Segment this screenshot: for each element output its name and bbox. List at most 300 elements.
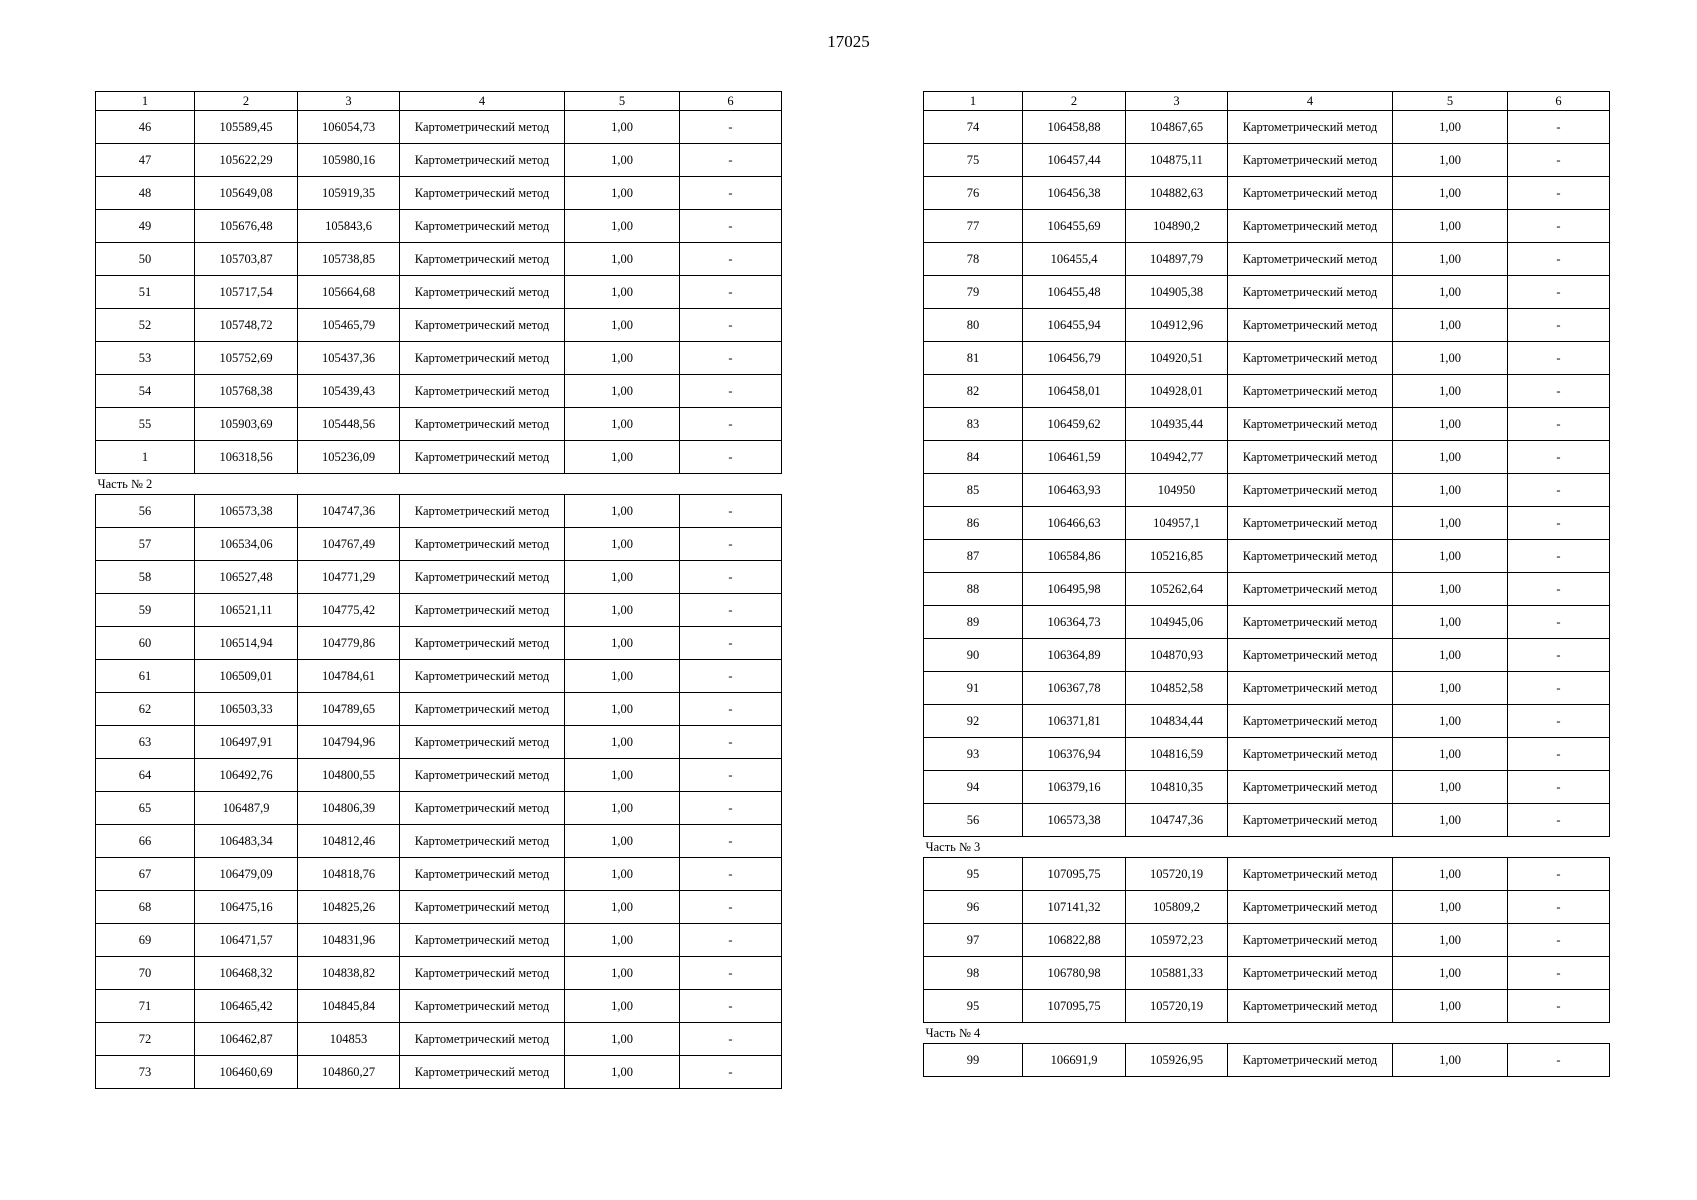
table-cell: 63 (96, 726, 195, 759)
table-cell: 96 (924, 891, 1023, 924)
table-cell: Картометрический метод (1228, 408, 1393, 441)
table-row (96, 561, 782, 594)
table-cell: Картометрический метод (1228, 309, 1393, 342)
table-row (924, 738, 1610, 771)
table-row (96, 111, 782, 144)
table-cell: 1,00 (1393, 804, 1508, 837)
table-row (924, 111, 1610, 144)
table-cell: 105216,85 (1126, 540, 1228, 573)
table-cell: 86 (924, 507, 1023, 540)
coordinates-table-right (923, 91, 1610, 1077)
table-cell: 106573,38 (1023, 804, 1126, 837)
table-cell: 93 (924, 738, 1023, 771)
table-cell: 55 (96, 408, 195, 441)
table-cell: Картометрический метод (1228, 507, 1393, 540)
table-cell: - (680, 342, 782, 375)
column-header: 2 (195, 92, 298, 111)
table-cell: 1,00 (565, 528, 680, 561)
table-cell: 105439,43 (298, 375, 400, 408)
table-cell: Картометрический метод (1228, 891, 1393, 924)
table-cell: 104810,35 (1126, 771, 1228, 804)
table-cell: Картометрический метод (400, 693, 565, 726)
table-cell: 105881,33 (1126, 957, 1228, 990)
table-cell: 1,00 (565, 594, 680, 627)
table-row (924, 771, 1610, 804)
column-header: 1 (96, 92, 195, 111)
table-row (924, 990, 1610, 1023)
table-cell: 106367,78 (1023, 672, 1126, 705)
table-cell: 1,00 (1393, 771, 1508, 804)
table-cell: 1,00 (1393, 540, 1508, 573)
table-row (924, 858, 1610, 891)
table-cell: 83 (924, 408, 1023, 441)
table-row (924, 606, 1610, 639)
table-cell: 106458,01 (1023, 375, 1126, 408)
table-row (96, 210, 782, 243)
table-cell: 1,00 (1393, 990, 1508, 1023)
table-cell: - (1508, 672, 1610, 705)
table-cell: 106483,34 (195, 825, 298, 858)
table-cell: - (1508, 705, 1610, 738)
table-cell: 99 (924, 1044, 1023, 1077)
table-cell: 1,00 (565, 177, 680, 210)
table-cell: - (1508, 891, 1610, 924)
table-cell: - (1508, 243, 1610, 276)
table-cell: 104747,36 (1126, 804, 1228, 837)
table-cell: 68 (96, 891, 195, 924)
table-cell: 105752,69 (195, 342, 298, 375)
table-cell: 92 (924, 705, 1023, 738)
table-row (96, 726, 782, 759)
table-cell: Картометрический метод (400, 990, 565, 1023)
table-cell: 106497,91 (195, 726, 298, 759)
table-cell: 104775,42 (298, 594, 400, 627)
column-header: 1 (924, 92, 1023, 111)
table-cell: 104806,39 (298, 792, 400, 825)
table-cell: 104942,77 (1126, 441, 1228, 474)
table-cell: 88 (924, 573, 1023, 606)
table-cell: 1,00 (1393, 738, 1508, 771)
table-cell: 106458,88 (1023, 111, 1126, 144)
table-cell: - (1508, 924, 1610, 957)
table-cell: Картометрический метод (400, 891, 565, 924)
table-row (96, 957, 782, 990)
table-row (924, 474, 1610, 507)
table-cell: 46 (96, 111, 195, 144)
table-cell: 67 (96, 858, 195, 891)
table-cell: 95 (924, 990, 1023, 1023)
table-cell: 1,00 (1393, 375, 1508, 408)
table-cell: 104789,65 (298, 693, 400, 726)
table-cell: 106456,79 (1023, 342, 1126, 375)
table-row (96, 627, 782, 660)
table-cell: 105720,19 (1126, 990, 1228, 1023)
table-cell: 1,00 (565, 495, 680, 528)
table-cell: 1,00 (1393, 474, 1508, 507)
table-cell: Картометрический метод (1228, 342, 1393, 375)
table-cell: Картометрический метод (1228, 705, 1393, 738)
table-cell: 53 (96, 342, 195, 375)
table-cell: 97 (924, 924, 1023, 957)
table-cell: 106318,56 (195, 441, 298, 474)
table-cell: 62 (96, 693, 195, 726)
table-cell: 1,00 (1393, 858, 1508, 891)
table-cell: 79 (924, 276, 1023, 309)
table-cell: 105262,64 (1126, 573, 1228, 606)
table-cell: 106455,48 (1023, 276, 1126, 309)
table-cell: - (1508, 342, 1610, 375)
table-cell: - (680, 693, 782, 726)
table-cell: 49 (96, 210, 195, 243)
table-row (924, 573, 1610, 606)
table-cell: - (680, 957, 782, 990)
table-cell: 106364,89 (1023, 639, 1126, 672)
table-cell: - (1508, 738, 1610, 771)
table-cell: 98 (924, 957, 1023, 990)
table-cell: 50 (96, 243, 195, 276)
table-cell: - (1508, 441, 1610, 474)
table-row (924, 243, 1610, 276)
table-cell: 105717,54 (195, 276, 298, 309)
table-cell: Картометрический метод (400, 144, 565, 177)
table-cell: 106463,93 (1023, 474, 1126, 507)
table-cell: Картометрический метод (1228, 639, 1393, 672)
table-cell: 104816,59 (1126, 738, 1228, 771)
table-cell: 64 (96, 759, 195, 792)
table-row (96, 792, 782, 825)
table-row (924, 375, 1610, 408)
table-cell: Картометрический метод (1228, 957, 1393, 990)
column-header: 3 (298, 92, 400, 111)
table-cell: 1,00 (565, 342, 680, 375)
table-row (96, 693, 782, 726)
table-cell: 1,00 (565, 726, 680, 759)
table-cell: - (1508, 507, 1610, 540)
table-cell: - (680, 759, 782, 792)
table-cell: 1,00 (1393, 573, 1508, 606)
table-cell: - (680, 408, 782, 441)
table-cell: Картометрический метод (400, 1056, 565, 1089)
column-header: 2 (1023, 92, 1126, 111)
table-cell: 1,00 (565, 759, 680, 792)
table-cell: Картометрический метод (400, 408, 565, 441)
table-cell: 87 (924, 540, 1023, 573)
table-cell: - (1508, 144, 1610, 177)
table-cell: 1,00 (1393, 441, 1508, 474)
table-cell: 51 (96, 276, 195, 309)
table-row (96, 1056, 782, 1089)
table-cell: 106780,98 (1023, 957, 1126, 990)
table-row (96, 342, 782, 375)
table-cell: - (1508, 375, 1610, 408)
table-cell: 1,00 (1393, 243, 1508, 276)
table-cell: 104747,36 (298, 495, 400, 528)
table-cell: 1,00 (1393, 408, 1508, 441)
column-header: 5 (565, 92, 680, 111)
table-cell: Картометрический метод (1228, 144, 1393, 177)
table-cell: 85 (924, 474, 1023, 507)
table-cell: 106376,94 (1023, 738, 1126, 771)
table-row (924, 957, 1610, 990)
table-cell: Картометрический метод (400, 177, 565, 210)
table-cell: Картометрический метод (400, 627, 565, 660)
table-cell: - (680, 924, 782, 957)
page-number: 17025 (827, 32, 870, 51)
table-cell: 1,00 (1393, 111, 1508, 144)
table-cell: 104912,96 (1126, 309, 1228, 342)
table-cell: 106495,98 (1023, 573, 1126, 606)
table-cell: 69 (96, 924, 195, 957)
table-row (96, 858, 782, 891)
table-cell: 104935,44 (1126, 408, 1228, 441)
table-cell: - (680, 210, 782, 243)
table-row (924, 639, 1610, 672)
table-cell: 1,00 (1393, 342, 1508, 375)
table-cell: 105843,6 (298, 210, 400, 243)
table-cell: 107141,32 (1023, 891, 1126, 924)
table-cell: 104834,44 (1126, 705, 1228, 738)
table-cell: 1,00 (565, 990, 680, 1023)
table-row (924, 672, 1610, 705)
table-cell: 1,00 (565, 408, 680, 441)
table-cell: 106460,69 (195, 1056, 298, 1089)
table-cell: 84 (924, 441, 1023, 474)
table-cell: 105748,72 (195, 309, 298, 342)
table-cell: 104771,29 (298, 561, 400, 594)
table-cell: 106468,32 (195, 957, 298, 990)
table-cell: 52 (96, 309, 195, 342)
column-header: 4 (1228, 92, 1393, 111)
table-header-row (96, 92, 782, 111)
table-cell: 59 (96, 594, 195, 627)
table-cell: 1,00 (565, 792, 680, 825)
table-cell: Картометрический метод (400, 441, 565, 474)
table-cell: Картометрический метод (1228, 210, 1393, 243)
table-cell: 47 (96, 144, 195, 177)
table-cell: 104905,38 (1126, 276, 1228, 309)
table-cell: 106514,94 (195, 627, 298, 660)
table-row (96, 495, 782, 528)
table-row (96, 441, 782, 474)
table-cell: - (680, 144, 782, 177)
table-cell: 107095,75 (1023, 990, 1126, 1023)
table-cell: 104812,46 (298, 825, 400, 858)
table-cell: 105972,23 (1126, 924, 1228, 957)
table-cell: 105465,79 (298, 309, 400, 342)
table-cell: Картометрический метод (400, 528, 565, 561)
table-cell: 66 (96, 825, 195, 858)
table-cell: - (1508, 573, 1610, 606)
table-cell: 104870,93 (1126, 639, 1228, 672)
part-heading: Часть № 4 (924, 1023, 1610, 1044)
table-cell: 95 (924, 858, 1023, 891)
table-cell: - (680, 243, 782, 276)
table-cell: 61 (96, 660, 195, 693)
table-cell: 105738,85 (298, 243, 400, 276)
table-cell: Картометрический метод (1228, 804, 1393, 837)
table-row (96, 408, 782, 441)
part-heading-row (924, 1023, 1610, 1044)
table-cell: 106521,11 (195, 594, 298, 627)
table-cell: 104845,84 (298, 990, 400, 1023)
table-cell: 70 (96, 957, 195, 990)
table-cell: 56 (924, 804, 1023, 837)
table-row (96, 528, 782, 561)
table-cell: 106487,9 (195, 792, 298, 825)
table-cell: Картометрический метод (1228, 276, 1393, 309)
table-row (924, 804, 1610, 837)
table-cell: 106379,16 (1023, 771, 1126, 804)
table-cell: 106492,76 (195, 759, 298, 792)
table-cell: 1,00 (565, 825, 680, 858)
table-cell: 104838,82 (298, 957, 400, 990)
table-cell: Картометрический метод (1228, 111, 1393, 144)
table-row (96, 825, 782, 858)
table-cell: 104860,27 (298, 1056, 400, 1089)
table-cell: Картометрический метод (400, 924, 565, 957)
table-cell: 1,00 (565, 561, 680, 594)
table-row (924, 705, 1610, 738)
table-row (96, 990, 782, 1023)
table-cell: 1,00 (1393, 924, 1508, 957)
table-cell: 1,00 (1393, 507, 1508, 540)
table-cell: Картометрический метод (1228, 441, 1393, 474)
table-row (96, 177, 782, 210)
table-cell: 105437,36 (298, 342, 400, 375)
table-cell: 1,00 (565, 693, 680, 726)
table-cell: Картометрический метод (400, 243, 565, 276)
table-cell: 73 (96, 1056, 195, 1089)
table-cell: 104882,63 (1126, 177, 1228, 210)
table-cell: 1,00 (1393, 210, 1508, 243)
column-header: 5 (1393, 92, 1508, 111)
table-row (924, 177, 1610, 210)
table-cell: 74 (924, 111, 1023, 144)
table-cell: 106461,59 (1023, 441, 1126, 474)
table-cell: 1,00 (1393, 891, 1508, 924)
table-cell: 1,00 (1393, 1044, 1508, 1077)
table-cell: - (680, 561, 782, 594)
table-cell: - (680, 891, 782, 924)
table-cell: Картометрический метод (400, 276, 565, 309)
table-cell: - (680, 528, 782, 561)
table-cell: Картометрический метод (1228, 1044, 1393, 1077)
table-cell: 106459,62 (1023, 408, 1126, 441)
table-cell: - (680, 594, 782, 627)
table-cell: 106573,38 (195, 495, 298, 528)
table-row (96, 309, 782, 342)
table-cell: 106455,94 (1023, 309, 1126, 342)
table-cell: 104890,2 (1126, 210, 1228, 243)
table-cell: 104945,06 (1126, 606, 1228, 639)
table-cell: 1,00 (565, 924, 680, 957)
table-cell: - (1508, 957, 1610, 990)
table-row (924, 144, 1610, 177)
table-cell: 1,00 (565, 111, 680, 144)
table-cell: 105589,45 (195, 111, 298, 144)
table-row (924, 408, 1610, 441)
table-cell: Картометрический метод (400, 726, 565, 759)
column-header: 3 (1126, 92, 1228, 111)
table-cell: Картометрический метод (400, 957, 565, 990)
table-cell: - (680, 1023, 782, 1056)
table-cell: 105236,09 (298, 441, 400, 474)
table-cell: Картометрический метод (400, 792, 565, 825)
table-cell: 1,00 (565, 375, 680, 408)
table-cell: 104767,49 (298, 528, 400, 561)
table-cell: 106465,42 (195, 990, 298, 1023)
table-cell: Картометрический метод (400, 825, 565, 858)
part-heading-row (924, 837, 1610, 858)
table-cell: - (680, 726, 782, 759)
table-cell: - (680, 495, 782, 528)
table-cell: - (1508, 177, 1610, 210)
table-cell: - (680, 627, 782, 660)
table-cell: - (680, 276, 782, 309)
table-cell: 104831,96 (298, 924, 400, 957)
table-cell: 1,00 (1393, 309, 1508, 342)
table-cell: 72 (96, 1023, 195, 1056)
table-cell: 106822,88 (1023, 924, 1126, 957)
table-cell: 57 (96, 528, 195, 561)
table-cell: - (680, 858, 782, 891)
part-heading-row (96, 474, 782, 495)
table-row (96, 144, 782, 177)
table-cell: 104825,26 (298, 891, 400, 924)
table-cell: Картометрический метод (400, 309, 565, 342)
table-cell: 1,00 (1393, 639, 1508, 672)
table-row (924, 891, 1610, 924)
table-cell: Картометрический метод (1228, 858, 1393, 891)
table-cell: 78 (924, 243, 1023, 276)
table-cell: 105703,87 (195, 243, 298, 276)
table-cell: 89 (924, 606, 1023, 639)
table-cell: Картометрический метод (400, 660, 565, 693)
table-cell: Картометрический метод (1228, 606, 1393, 639)
table-row (924, 540, 1610, 573)
table-cell: 106503,33 (195, 693, 298, 726)
column-header: 6 (680, 92, 782, 111)
table-cell: 56 (96, 495, 195, 528)
table-row (96, 375, 782, 408)
part-heading: Часть № 2 (96, 474, 782, 495)
table-cell: 91 (924, 672, 1023, 705)
table-cell: 65 (96, 792, 195, 825)
table-cell: 82 (924, 375, 1023, 408)
table-cell: 106462,87 (195, 1023, 298, 1056)
table-cell: - (1508, 309, 1610, 342)
table-cell: 94 (924, 771, 1023, 804)
table-cell: 1,00 (1393, 672, 1508, 705)
table-row (924, 507, 1610, 540)
table-cell: 1,00 (1393, 606, 1508, 639)
table-cell: 1,00 (565, 243, 680, 276)
table-cell: 1,00 (565, 441, 680, 474)
table-cell: Картометрический метод (400, 495, 565, 528)
table-cell: Картометрический метод (1228, 375, 1393, 408)
table-cell: 104853 (298, 1023, 400, 1056)
table-cell: 104779,86 (298, 627, 400, 660)
table-row (924, 342, 1610, 375)
table-cell: 105809,2 (1126, 891, 1228, 924)
table-cell: 105664,68 (298, 276, 400, 309)
table-cell: 80 (924, 309, 1023, 342)
table-cell: 106475,16 (195, 891, 298, 924)
table-row (924, 924, 1610, 957)
table-row (96, 759, 782, 792)
table-cell: 58 (96, 561, 195, 594)
table-row (96, 924, 782, 957)
